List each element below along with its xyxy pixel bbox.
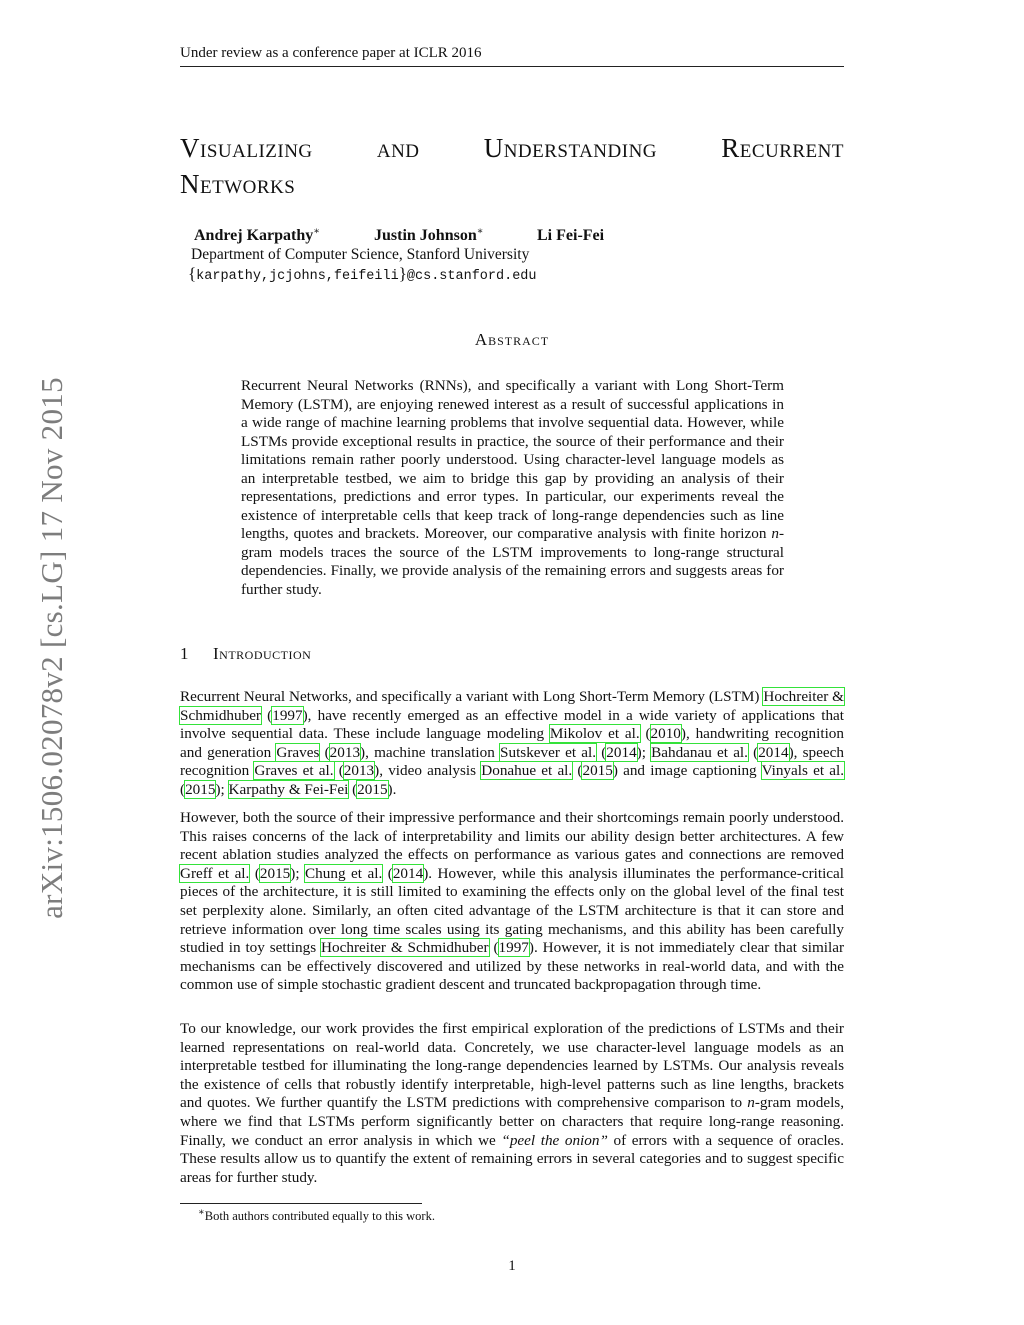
intro-paragraph-3: To our knowledge, our work provides the first empirical exploration of the predictions of LSTMs and their learned representations on real-world data. Concretely, we use character-level language models as an interpretable testbed for illuminating the long-range dependencies learned by LSTMs. Our analysis reveals the existence of cells that robustly identify interpretable, high-level patterns such as line lengths, brackets and quotes. We further quantify the LSTM predictions with comprehensive comparison to n-gram models, where we find that LSTMs perform significantly better on characters that require long-range reasoning. Finally, we conduct an error analysis in which we “peel the onion” of errors with a sequence of oracles. These results allow us to quantify the extent of remaining errors in several categories and to suggest specific areas for further study.	[180, 1020, 844, 1186]
section-heading: 1 Introduction	[180, 644, 312, 663]
citation-link[interactable]: 2014	[606, 743, 637, 761]
title-word: and	[376, 133, 420, 163]
author: Andrej Karpathy∗	[194, 225, 321, 244]
citation-link[interactable]: Graves	[276, 743, 320, 761]
abstract-heading: Abstract	[474, 330, 550, 349]
footnote: ∗Both authors contributed equally to this work.	[198, 1206, 435, 1223]
title-word: Recurrent	[721, 133, 844, 163]
citation-link[interactable]: Sutskever et al.	[500, 743, 597, 761]
title-word: Understanding	[483, 133, 658, 163]
page-number: 1	[508, 1258, 516, 1274]
abstract-text: Recurrent Neural Networks (RNNs), and specifically a variant with Long Short-Term Memory (LSTM), are enjoying renewed interest as a result of successful applications in a wide range of machine learning problems that involve sequential data. However, while LSTMs provide exceptional results in practice, the source of their performance and their limitations remain rather poorly understood. Using character-level language models as an interpretable testbed, we aim to bridge this gap by providing an analysis of their representations, predictions and error types. In particular, our experiments reveal the existence of interpretable cells that keep track of long-range dependencies such as line lengths, quotes and brackets. Moreover, our comparative analysis with finite horizon n-gram models traces the source of the LSTM improvements to long-range structural dependencies. Finally, we provide analysis of the remaining errors and suggests areas for further study.	[241, 377, 784, 598]
citation-link[interactable]: 2014	[392, 864, 424, 882]
footnote-divider	[180, 1203, 422, 1204]
citation-link[interactable]: Hochreiter & Schmidhuber	[321, 939, 489, 957]
title-word: Visualizing	[180, 133, 313, 163]
citation-link[interactable]: Hochreiter & Schmidhuber	[180, 688, 844, 724]
citation-link[interactable]: Bahdanau et al.	[651, 743, 748, 761]
citation-link[interactable]: Graves et al.	[254, 762, 334, 780]
citation-link[interactable]: Karpathy & Fei-Fei	[228, 780, 349, 798]
title-word: Networks	[180, 169, 296, 199]
citation-link[interactable]: Chung et al.	[305, 864, 383, 882]
citation-link[interactable]: Donahue et al.	[481, 762, 573, 780]
citation-link[interactable]: 2010	[650, 725, 681, 743]
intro-paragraph-1: Recurrent Neural Networks, and specifically a variant with Long Short-Term Memory (LSTM) Hochreiter & Schmidhuber (1997), have recently emerged as an effective model in a wide variety of applications that involve sequential data. These include language modeling Mikolov et al. (2010), handwriting recognition and generation Graves (2013), machine translation Sutskever et al. (2014); Bahdanau et al. (2014), speech recognition Graves et al. (2013), video analysis Donahue et al. (2015) and image captioning Vinyals et al. (2015); Karpathy & Fei-Fei (2015).	[180, 688, 845, 798]
citation-link[interactable]: 2015	[582, 762, 613, 780]
citation-link[interactable]: Greff et al.	[180, 864, 250, 882]
citation-link[interactable]: Mikolov et al.	[549, 725, 640, 743]
citation-link[interactable]: 2013	[329, 743, 361, 761]
author: Li Fei-Fei	[537, 227, 605, 244]
citation-link[interactable]: 2014	[758, 743, 789, 761]
intro-paragraph-2: However, both the source of their impressive performance and their shortcomings remain poorly understood. This raises concerns of the lack of interpretability and limits our ability design better architectures. A few recent ablation studies analyzed the effects on performance as various gates and connections are removed Greff et al. (2015); Chung et al. (2014). However, while this analysis illuminates the performance-critical pieces of the architecture, it is still limited to examining the effects only on the global level of the final test set perplexity alone. Similarly, an often cited advantage of the LSTM architecture is that it can store and retrieve information over long time scales using its gating mechanisms, and this ability has been carefully studied in toy settings Hochreiter & Schmidhuber (1997). However, it is not immediately clear that similar mechanisms can be effectively discovered and utilized by these networks in real-world data, and with the common use of simple stochastic gradient descent and truncated backpropagation through time.	[180, 809, 845, 994]
citation-link[interactable]: 2015	[259, 864, 291, 882]
running-head: Under review as a conference paper at ICLR 2016	[180, 44, 844, 67]
arxiv-stamp: arXiv:1506.02078v2 [cs.LG] 17 Nov 2015	[34, 377, 69, 919]
citation-link[interactable]: Vinyals et al.	[761, 762, 845, 780]
citation-link[interactable]: 2013	[343, 762, 375, 780]
affiliation: Department of Computer Science, Stanford University	[191, 246, 530, 263]
citation-link[interactable]: 2015	[357, 780, 388, 798]
author-list	[194, 226, 604, 246]
author: Justin Johnson∗	[374, 225, 484, 244]
author-emails: {karpathy,jcjohns,feifeili}@cs.stanford.edu	[188, 264, 537, 284]
citation-link[interactable]: 1997	[498, 939, 529, 957]
paper-title	[180, 130, 844, 202]
citation-link[interactable]: 2015	[185, 780, 216, 798]
citation-link[interactable]: 1997	[272, 706, 303, 724]
